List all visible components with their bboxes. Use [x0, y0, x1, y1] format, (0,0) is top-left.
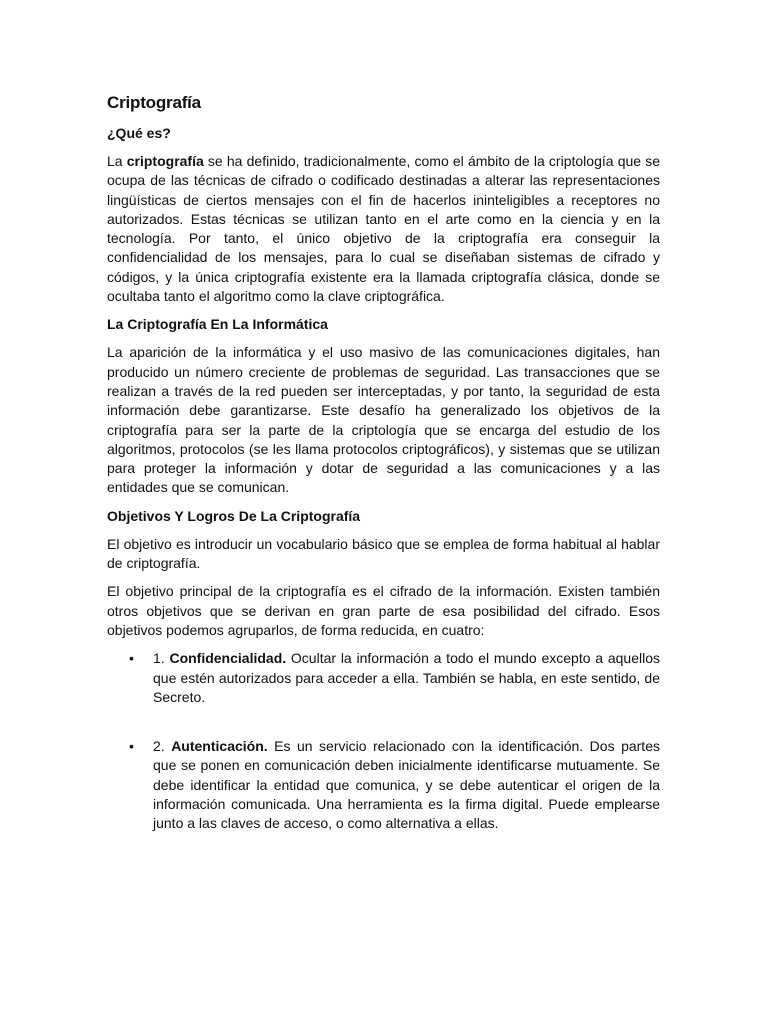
objectives-list [107, 649, 660, 833]
item-text: Es un servicio relacionado con la identificación. Dos partes que se ponen en comunicación deben inicialmente identificarse mutuamente. Se debe identificar la entidad que comunica, y se debe autenticar el origen de la información comunicada. Una herramienta es la firma digital. Puede emplearse junto a las claves de acceso, o como alternativa a ellas. [153, 738, 660, 832]
document-title: Criptografía [107, 93, 201, 112]
paragraph-text: se ha definido, tradicionalmente, como el ámbito de la criptología que se ocupa de las técnicas de cifrado o codificado destinadas a alterar las representaciones lingüísticas de ciertos mensajes con el fin de hacerlos ininteligibles a receptores no autorizados. Estas técnicas se utilizan tanto en el arte como en la ciencia y en la tecnología. Por tanto, el único objetivo de la criptografía era conseguir la confidencialidad de los mensajes, para lo cual se diseñaban sistemas de cifrado y códigos, y la única criptografía existente era la llamada criptografía clásica, donde se ocultaba tanto el algoritmo como la clave criptográfica. [107, 153, 661, 305]
item-term: Autenticación. [171, 738, 268, 755]
document-page [107, 92, 660, 834]
list-item [107, 737, 660, 833]
section-heading-objetivos: Objetivos Y Logros De La Criptografía [107, 507, 361, 524]
section-heading-informatica: La Criptografía En La Informática [107, 316, 328, 333]
section-heading-que-es: ¿Qué es? [107, 125, 171, 141]
paragraph-objetivo-principal: El objetivo principal de la criptografía es el cifrado de la información. Existen también otros objetivos que se derivan en gran parte de esa posibilidad del cifrado. Esos objetivos podemos agruparlos, de forma reducida, en cuatro: [107, 583, 660, 638]
paragraph-objetivo-intro: El objetivo es introducir un vocabulario básico que se emplea de forma habitual al hablar de criptografía. [107, 535, 660, 572]
bullet-icon: • [129, 738, 134, 755]
list-item [107, 649, 660, 707]
item-number: 1. [153, 650, 170, 667]
paragraph-informatica: La aparición de la informática y el uso masivo de las comunicaciones digitales, han producido un número creciente de problemas de seguridad. Las transacciones que se realizan a través de la red pueden ser interceptadas, y por tanto, la seguridad de esta información debe garantizarse. Este desafío ha generalizado los objetivos de la criptografía para ser la parte de la criptología que se encarga del estudio de los algoritmos, protocolos (se les llama protocolos criptográficos), y sistemas que se utilizan para proteger la información y dotar de seguridad a las comunicaciones y a las entidades que se comunican. [107, 344, 660, 496]
item-term: Confidencialidad. [169, 650, 287, 667]
paragraph-definition [107, 152, 660, 306]
item-text: Ocultar la información a todo el mundo excepto a aquellos que estén autorizados para acceder a ella. También se habla, en este sentido, de Secreto. [153, 650, 660, 705]
item-number: 2. [153, 738, 172, 755]
paragraph-text: La [107, 153, 127, 169]
bold-term: criptografía [126, 153, 204, 169]
bullet-icon: • [129, 650, 134, 667]
